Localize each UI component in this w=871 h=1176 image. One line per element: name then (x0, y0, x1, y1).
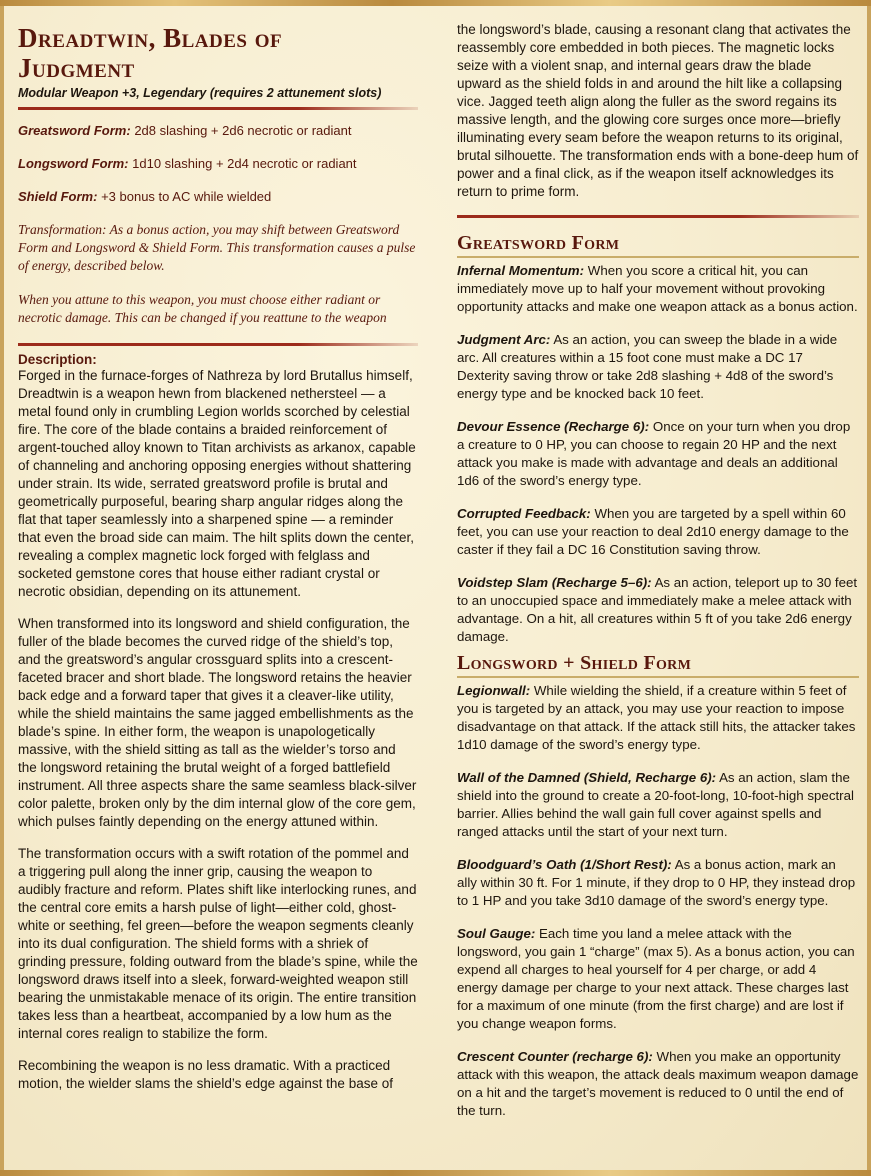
item-subtitle: Modular Weapon +3, Legendary (requires 2 attunement slots) (18, 86, 382, 100)
feature-text: When you score a critical hit, you can immediately move up to half your movement without provoking opportunity attacks and make one weapon attack as a bonus action. (457, 263, 858, 314)
feature-name: Bloodguard’s Oath (1/Short Rest): (457, 857, 672, 872)
feature-text: As an action, teleport up to 30 feet to an unoccupied space and immediately make a melee attack with advantage. On a hit, all creatures within 5 ft of you take 2d6 energy damage. (457, 575, 858, 644)
longsword-shield-form-heading: Longsword + Shield Form (457, 652, 859, 678)
description-divider (18, 343, 418, 346)
feature-text: Once on your turn when you drop a creature to 0 HP, you can choose to regain 20 HP and the next attack you make is made with advantage and deals an additional 1d6 of the sword’s energy type. (457, 419, 851, 488)
feature-name: Crescent Counter (recharge 6): (457, 1049, 653, 1064)
form-value: 2d8 slashing + 2d6 necrotic or radiant (134, 123, 352, 138)
description-paragraph: When transformed into its longsword and shield configuration, the fuller of the blade becomes the curved ridge of the shield’s top, and the greatsword’s angular crossguard splits into a crescent-faceted bracer and short blade. The longsword retains the heavier back edge and a forward taper that gives it a cleaver-like utility, while the shield maintains the same jagged embellishments as the blade’s spine. In either form, the weapon is unapologetically massive, with the shield sitting as tall as the wielder’s torso and the longsword retaining the brutal weight of a forged battlefield instrument. All three aspects share the same seamless black-silver color palette, broken only by the dim internal glow of the core gem, which pulses faintly depending on the energy attuned within. (18, 616, 417, 829)
greatsword-feature-list (457, 262, 859, 646)
feature-text: When you make an opportunity attack with this weapon, the attack deals maximum weapon damage on a hit and the target’s movement is reduced to 0 until the end of the turn. (457, 1049, 859, 1118)
greatsword-form-heading: Greatsword Form (457, 232, 859, 258)
title-divider (18, 107, 418, 110)
form-stat-longsword (18, 155, 418, 172)
feature-name: Judgment Arc: (457, 332, 551, 347)
attunement-note: When you attune to this weapon, you must choose either radiant or necrotic damage. This can be changed if you reattune to the weapon (18, 292, 387, 325)
feature-item (457, 925, 859, 1033)
feature-item (457, 331, 859, 403)
page-border-right (867, 0, 871, 1176)
form-stat-greatsword (18, 122, 418, 139)
right-column (457, 19, 859, 1135)
feature-item (457, 769, 859, 841)
item-title-line1: Dreadtwin, Blades of (18, 23, 283, 53)
description-paragraph: Recombining the weapon is no less dramatic. With a practiced motion, the wielder slams the shield’s edge against the base of (18, 1058, 393, 1091)
longsword-feature-list (457, 682, 859, 1120)
feature-name: Legionwall: (457, 683, 531, 698)
page-border-bottom (0, 1170, 871, 1176)
feature-name: Voidstep Slam (Recharge 5–6): (457, 575, 652, 590)
feature-name: Devour Essence (Recharge 6): (457, 419, 650, 434)
parchment-page (4, 3, 867, 1170)
description-continuation: the longsword’s blade, causing a resonant clang that activates the reassembly core embedded in both pieces. The magnetic locks seize with a violent snap, and internal gears draw the blade upward as the shield folds in and around the hilt like a collapsing vice. Jagged teeth align along the fuller as the sword regains its massive length, and the glowing core surges once more—briefly illuminating every seam before the weapon returns to its original, brutal silhouette. The transformation ends with a bone-deep hum of power and a final click, as if the weapon itself acknowledges its return to prime form. (457, 22, 859, 199)
feature-text: As a bonus action, mark an ally within 30 ft. For 1 minute, if they drop to 0 HP, they instead drop to 1 HP and you take 3d10 damage of the sword’s energy type. (457, 857, 856, 908)
form-label: Longsword Form: (18, 156, 129, 171)
page-border-top (0, 0, 871, 6)
feature-name: Wall of the Damned (Shield, Recharge 6): (457, 770, 717, 785)
form-value: 1d10 slashing + 2d4 necrotic or radiant (132, 156, 357, 171)
feature-item (457, 856, 859, 910)
description-label: Description: (18, 352, 97, 367)
description-paragraph: The transformation occurs with a swift rotation of the pommel and a triggering pull along the inner grip, causing the weapon to audibly fracture and reform. Plates shift like interlocking runes, and the central core emits a harsh pulse of light—either cold, ghost-white or seething, fel green—before the weapon segments cleanly into its dual configuration. The shield forms with a shriek of grinding pressure, folding outward from the blade’s spine, while the longsword draws itself into a sleek, forward-weighted weapon still bearing the unmistakable menace of its origin. The entire transition takes less than a heartbeat, accompanied by a low hum as the internal cores realign to stabilize the form. (18, 846, 418, 1041)
form-label: Shield Form: (18, 189, 98, 204)
feature-name: Soul Gauge: (457, 926, 536, 941)
description-paragraph: Forged in the furnace-forges of Nathreza by lord Brutallus himself, Dreadtwin is a weapon hewn from blackened nethersteel — a metal found only in crumbling Legion worlds scorched by celestial fire. The core of the blade contains a braided reinforcement of argent-touched alloy known to Titan archivists as arkanox, capable of channeling and anchoring opposing energies without shattering under strain. Its wide, serrated greatsword profile is brutal and geometrically purposeful, bearing sharp angular ridges along the flat that taper seamlessly into a sharpened spine — a reminder that even the broad side can maim. The hilt splits down the center, revealing a complex magnetic lock forged with felglass and socketed gemstone cores that house either radiant crystal or necrotic obsidian, depending on its attunement. (18, 368, 416, 599)
transformation-note: Transformation: As a bonus action, you may shift between Greatsword Form and Longsword & Shield Form. This transformation causes a pulse of energy, described below. (18, 222, 416, 273)
feature-name: Infernal Momentum: (457, 263, 585, 278)
feature-item (457, 1048, 859, 1120)
feature-text: When you are targeted by a spell within 60 feet, you can use your reaction to deal 2d10 energy damage to the caster if they fail a DC 16 Constitution saving throw. (457, 506, 849, 557)
left-column (18, 19, 418, 1107)
feature-text: While wielding the shield, if a creature within 5 feet of you is targeted by an attack, you may use your reaction to impose disadvantage on that attack. If the attack still hits, the attacker takes 1d10 damage of the sword’s energy type. (457, 683, 856, 752)
feature-item (457, 262, 859, 316)
feature-item (457, 418, 859, 490)
item-title-line2: Judgment (18, 53, 135, 83)
form-stat-shield (18, 188, 418, 205)
feature-text: As an action, you can sweep the blade in a wide arc. All creatures within a 15 foot cone must make a DC 17 Dexterity saving throw or take 2d8 slashing + 4d8 of the sword’s energy type and be knocked back 10 feet. (457, 332, 838, 401)
feature-item (457, 682, 859, 754)
feature-item (457, 505, 859, 559)
feature-text: As an action, slam the shield into the ground to create a 20-foot-long, 10-foot-high spectral barrier. Allies behind the wall gain full cover against spells and ranged attacks until the start of your next turn. (457, 770, 854, 839)
feature-item (457, 574, 859, 646)
feature-text: Each time you land a melee attack with the longsword, you gain 1 “charge” (max 5). As a bonus action, you can expend all charges to heal yourself for 4 per charge, or add 4 energy damage per charge to your next attack. These charges last for a maximum of one minute (from the first charge) and are lost if you change weapon forms. (457, 926, 855, 1031)
feature-name: Corrupted Feedback: (457, 506, 591, 521)
form-label: Greatsword Form: (18, 123, 131, 138)
section-divider (457, 215, 859, 218)
item-title (18, 23, 418, 83)
form-value: +3 bonus to AC while wielded (101, 189, 272, 204)
